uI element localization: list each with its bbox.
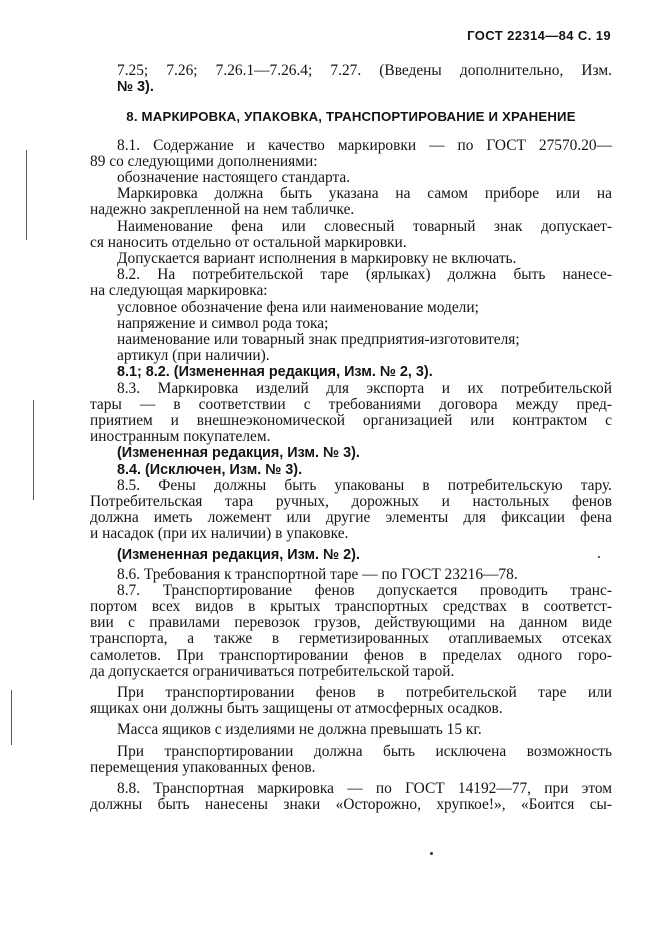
text-line: транспорта, а также в герметизированных отапливаемых отсеках xyxy=(90,631,612,648)
page-header: ГОСТ 22314—84 С. 19 xyxy=(467,28,611,43)
margin-change-bar xyxy=(26,150,27,240)
text-line: да допускается ограничиваться потребительской тарой. xyxy=(90,663,455,680)
text-line: (Измененная редакция, Изм. № 2). xyxy=(117,546,360,563)
text-line: 8.3. Маркировка изделий для экспорта и их потребительской xyxy=(117,380,612,397)
text-line: надежно закрепленной на нем табличке. xyxy=(90,202,355,219)
text-line: Масса ящиков с изделиями не должна превышать 15 кг. xyxy=(117,722,482,739)
text-line: № 3). xyxy=(117,79,154,96)
text-line: приятием и внешнеэкономической организацией или контрактом с xyxy=(90,412,612,429)
document-body xyxy=(90,63,612,813)
text-line: 8.5. Фены должны быть упакованы в потребительскую тару. xyxy=(117,477,612,494)
section-heading: 8. МАРКИРОВКА, УПАКОВКА, ТРАНСПОРТИРОВАНИЕ И ХРАНЕНИЕ xyxy=(126,109,576,125)
text-line: 89 со следующими дополнениями: xyxy=(90,153,318,170)
text-span: 7.25; 7.26; 7.26.1—7.26.4; 7.27. (Введены дополнительно, Изм. xyxy=(117,63,612,79)
text-line: обозначение настоящего стандарта. xyxy=(117,169,351,186)
text-line: 8.1. Содержание и качество маркировки — по ГОСТ 27570.20— xyxy=(117,137,612,154)
text-line: наименование или товарный знак предприятия-изготовителя; xyxy=(117,331,520,348)
margin-change-bar xyxy=(11,690,12,745)
text-line: должны быть нанесены знаки «Осторожно, хрупкое!», «Боится сы- xyxy=(90,797,612,814)
text-line: Допускается вариант исполнения в маркировку не включать. xyxy=(117,250,517,267)
text-line: и насадок (при их наличии) в упаковке. xyxy=(90,526,349,543)
text-line: (Измененная редакция, Изм. № 3). xyxy=(117,445,360,462)
text-line: Наименование фена или словесный товарный знак допускает- xyxy=(117,218,612,235)
text-line: артикул (при наличии). xyxy=(117,348,270,365)
text-line: 8.6. Требования к транспортной таре — по ГОСТ 23216—78. xyxy=(117,566,518,583)
text-line xyxy=(90,63,612,79)
text-line: условное обозначение фена или наименование модели; xyxy=(117,299,479,316)
text-line: тары — в соответствии с требованиями договора между пред- xyxy=(90,396,612,413)
text-line: вии с правилами перевозок грузов, действующими на данном виде xyxy=(90,615,612,632)
text-line: портом всех видов в крытых транспортных средствах в соответст- xyxy=(90,599,612,616)
text-line: перемещения упакованных фенов. xyxy=(90,759,316,776)
text-line: 8.4. (Исключен, Изм. № 3). xyxy=(117,461,303,478)
text-line: напряжение и символ рода тока; xyxy=(117,315,329,332)
text-line: иностранным покупателем. xyxy=(90,429,271,446)
text-line: должна иметь ложемент или другие элементы для фиксации фена xyxy=(90,510,612,527)
text-line: ся наносить отдельно от остальной маркировки. xyxy=(90,234,407,251)
text-line: на следующая маркировка: xyxy=(90,283,268,300)
text-line: Маркировка должна быть указана на самом приборе или на xyxy=(117,186,612,203)
text-line: Потребительская тара ручных, дорожных и настольных фенов xyxy=(90,493,612,510)
text-line: 8.7. Транспортирование фенов допускается проводить транс- xyxy=(117,582,612,599)
text-line: 8.2. На потребительской таре (ярлыках) должна быть нанесе- xyxy=(117,267,612,284)
margin-change-bar xyxy=(33,400,34,500)
scan-dot xyxy=(430,852,433,855)
text-line: 8.1; 8.2. (Измененная редакция, Изм. № 2, 3). xyxy=(117,364,433,381)
text-line: 8.8. Транспортная маркировка — по ГОСТ 14192—77, при этом xyxy=(117,781,612,798)
text-line: самолетов. При транспортировании фенов в пределах одного горо- xyxy=(90,647,612,664)
text-line: При транспортировании фенов в потребительской таре или xyxy=(117,685,612,702)
text-line: При транспортировании должна быть исключена возможность xyxy=(117,743,612,760)
text-line: ящиках они должны быть защищены от атмосферных осадков. xyxy=(90,701,503,718)
